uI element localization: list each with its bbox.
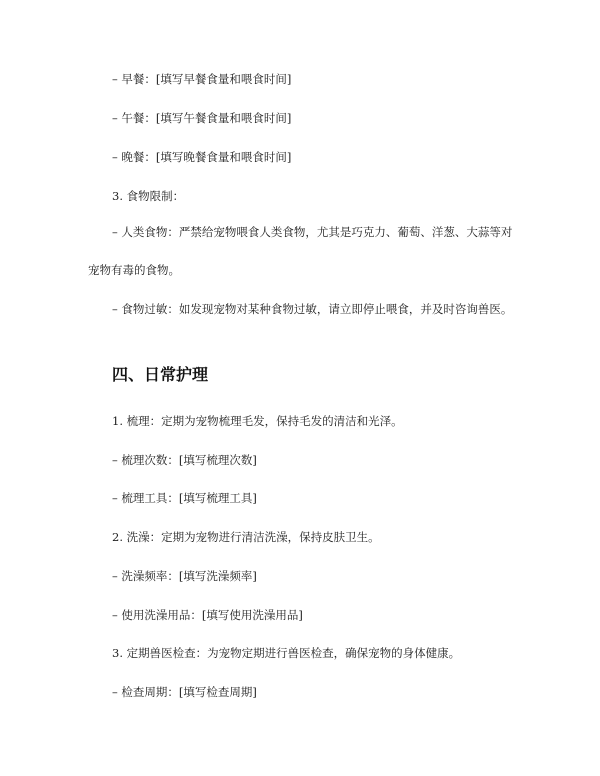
checkup-period-line: – 检查周期：[填写检查周期] [112, 685, 257, 699]
vet-checkup-item: 3. 定期兽医检查：为宠物定期进行兽医检查，确保宠物的身体健康。 [112, 646, 461, 660]
bathing-products-line: – 使用洗澡用品：[填写使用洗澡用品] [112, 608, 303, 622]
food-restriction-heading: 3. 食物限制： [112, 189, 185, 203]
grooming-item: 1. 梳理：定期为宠物梳理毛发，保持毛发的清洁和光泽。 [112, 414, 403, 428]
grooming-tool-line: – 梳理工具：[填写梳理工具] [112, 491, 257, 505]
dinner-line: – 晚餐：[填写晚餐食量和喂食时间] [112, 150, 292, 164]
section-heading-daily-care: 四、日常护理 [112, 365, 209, 384]
grooming-count-line: – 梳理次数：[填写梳理次数] [112, 453, 257, 467]
human-food-paragraph: – 人类食物：严禁给宠物喂食人类食物，尤其是巧克力、葡萄、洋葱、大蒜等对宠物有毒的食物。 [88, 225, 513, 277]
bathing-item: 2. 洗澡：定期为宠物进行清洁洗澡，保持皮肤卫生。 [112, 530, 380, 544]
food-allergy-paragraph: – 食物过敏：如发现宠物对某种食物过敏，请立即停止喂食，并及时咨询兽医。 [112, 302, 513, 316]
lunch-line: – 午餐：[填写午餐食量和喂食时间] [112, 111, 292, 125]
bathing-frequency-line: – 洗澡频率：[填写洗澡频率] [112, 569, 257, 583]
breakfast-line: – 早餐：[填写早餐食量和喂食时间] [112, 72, 292, 86]
